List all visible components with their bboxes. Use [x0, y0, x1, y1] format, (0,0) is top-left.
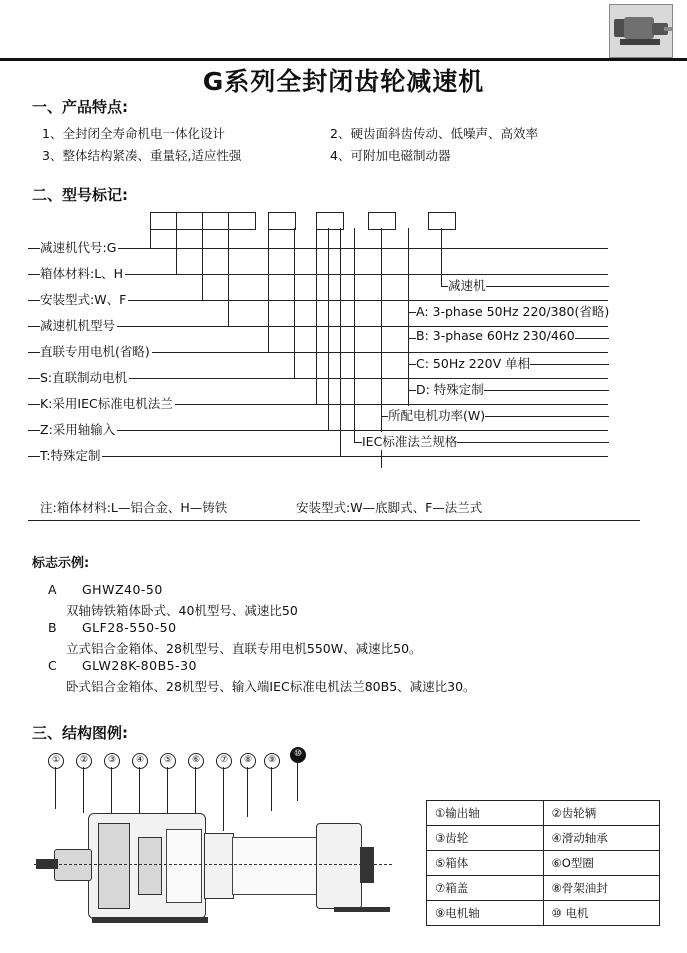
model-left-label-4: 减速机机型号 [40, 318, 116, 333]
output-shaft-flange [54, 849, 92, 881]
callout-10: ⑩ [290, 747, 306, 763]
legend-item-6: ⑥O型圈 [551, 856, 594, 870]
callout-3: ③ [104, 753, 120, 769]
center-axis [34, 864, 392, 865]
legend-item-4: ④滑动轴承 [551, 831, 608, 845]
note-housing-material: 注:箱体材料:L—铝合金、H—铸铁 [40, 500, 228, 515]
legend-row-4 [427, 876, 659, 901]
gearbox-cross-section [34, 793, 394, 933]
model-right-label-6: 所配电机功率(W) [388, 408, 486, 423]
legend-item-3: ③齿轮 [427, 826, 544, 850]
callout-1: ① [48, 753, 64, 769]
feature-2: 2、硬齿面斜齿传动、低噪声、高效率 [330, 126, 538, 141]
model-right-label-5: D: 特殊定制 [416, 382, 484, 397]
example-a-letter: A [48, 582, 57, 597]
motor-foot [334, 907, 390, 912]
callout-2: ② [76, 753, 92, 769]
model-right-label-1: 减速机 [448, 278, 486, 293]
code-box-5 [268, 212, 296, 230]
legend-row-5 [427, 901, 659, 925]
leader-1 [150, 228, 151, 248]
model-left-label-1: 减速机代号:G [40, 240, 117, 255]
model-left-label-2: 箱体材料:L、H [40, 266, 124, 281]
callout-7: ⑦ [216, 753, 232, 769]
examples-heading: 标志示例: [32, 556, 90, 571]
output-shaft [664, 27, 672, 31]
code-box-1 [150, 212, 178, 230]
feature-3: 3、整体结构紧凑、重量轻,适应性强 [42, 148, 242, 163]
right-leader-4 [408, 228, 409, 416]
rule-9 [28, 456, 608, 457]
example-c-code: GLW28K-80B5-30 [82, 658, 198, 673]
feature-4: 4、可附加电磁制动器 [330, 148, 451, 163]
legend-item-5: ⑤箱体 [427, 851, 544, 875]
model-right-label-4: C: 50Hz 220V 单相 [416, 356, 531, 371]
motor-base [620, 39, 660, 45]
gear-wheel-mid [138, 837, 162, 895]
legend-item-8: ⑧骨架油封 [551, 881, 608, 895]
code-box-2 [176, 212, 204, 230]
callout-9: ⑨ [264, 753, 280, 769]
code-box-3 [202, 212, 230, 230]
leader-6 [294, 228, 295, 378]
callout-8: ⑧ [240, 753, 256, 769]
model-code-diagram [28, 208, 656, 493]
terminal-box [360, 847, 374, 883]
code-box-4 [228, 212, 256, 230]
callout-4: ④ [132, 753, 148, 769]
model-left-label-9: T:特殊定制 [40, 448, 101, 463]
legend-row-2 [427, 826, 659, 851]
legend-row-3 [427, 851, 659, 876]
legend-item-7: ⑦箱盖 [427, 876, 544, 900]
model-left-label-7: K:采用IEC标准电机法兰 [40, 396, 173, 411]
leader-8 [328, 228, 329, 430]
example-c-desc: 卧式铝合金箱体、28机型号、输入端IEC标准电机法兰80B5、减速比30。 [66, 679, 476, 694]
section-3-heading: 三、结构图例: [32, 724, 128, 742]
model-right-label-2: A: 3-phase 50Hz 220/380(省略) [416, 304, 610, 319]
mounting-foot [92, 917, 208, 923]
example-c-letter: C [48, 658, 57, 673]
right-leader-5 [354, 228, 355, 442]
legend-item-9: ⑨电机轴 [427, 901, 544, 925]
leader-2 [176, 228, 177, 274]
legend-item-2: ②齿轮辆 [551, 806, 597, 820]
header-divider [0, 58, 687, 61]
gear-wheel-left [98, 823, 130, 909]
header-bar [0, 0, 687, 60]
leader-5 [268, 228, 269, 352]
note-mounting-type: 安装型式:W—底脚式、F—法兰式 [296, 500, 483, 515]
structure-figure [28, 745, 658, 945]
code-box-7 [368, 212, 396, 230]
model-left-label-8: Z:采用轴输入 [40, 422, 116, 437]
callout-5: ⑤ [160, 753, 176, 769]
legend-row-1 [427, 801, 659, 826]
motor-body [624, 17, 654, 39]
section-2-heading: 二、型号标记: [32, 186, 128, 204]
feature-1: 1、全封闭全寿命机电一体化设计 [42, 126, 225, 141]
example-b-desc: 立式铝合金箱体、28机型号、直联专用电机550W、减速比50。 [66, 641, 422, 656]
note-divider [28, 520, 640, 521]
callout-6: ⑥ [188, 753, 204, 769]
housing-cover [204, 833, 234, 899]
code-box-8 [428, 212, 456, 230]
leader-9 [340, 228, 341, 456]
leader-4 [228, 228, 229, 326]
leader-3 [202, 228, 203, 300]
bearing-block [166, 829, 202, 903]
model-left-label-3: 安装型式:W、F [40, 292, 127, 307]
gear-motor-photo [609, 4, 673, 58]
model-right-label-7: IEC标准法兰规格 [362, 434, 458, 449]
page-title: G系列全封闭齿轮减速机 [202, 67, 485, 96]
model-right-label-3: B: 3-phase 60Hz 230/460 [416, 328, 575, 343]
legend-table [426, 800, 660, 926]
model-left-label-5: 直联专用电机(省略) [40, 344, 150, 359]
example-a-code: GHWZ40-50 [82, 582, 163, 597]
model-left-label-6: S:直联制动电机 [40, 370, 128, 385]
motor-stator [232, 837, 318, 895]
legend-item-1: ①输出轴 [427, 801, 544, 825]
motor-fan-housing [316, 823, 362, 909]
section-1-heading: 一、产品特点: [32, 98, 128, 116]
example-b-code: GLF28-550-50 [82, 620, 177, 635]
example-b-letter: B [48, 620, 57, 635]
right-leader-1 [441, 228, 442, 286]
legend-item-10: ⑩ 电机 [551, 906, 589, 920]
example-a-desc: 双轴铸铁箱体卧式、40机型号、减速比50 [66, 603, 298, 618]
